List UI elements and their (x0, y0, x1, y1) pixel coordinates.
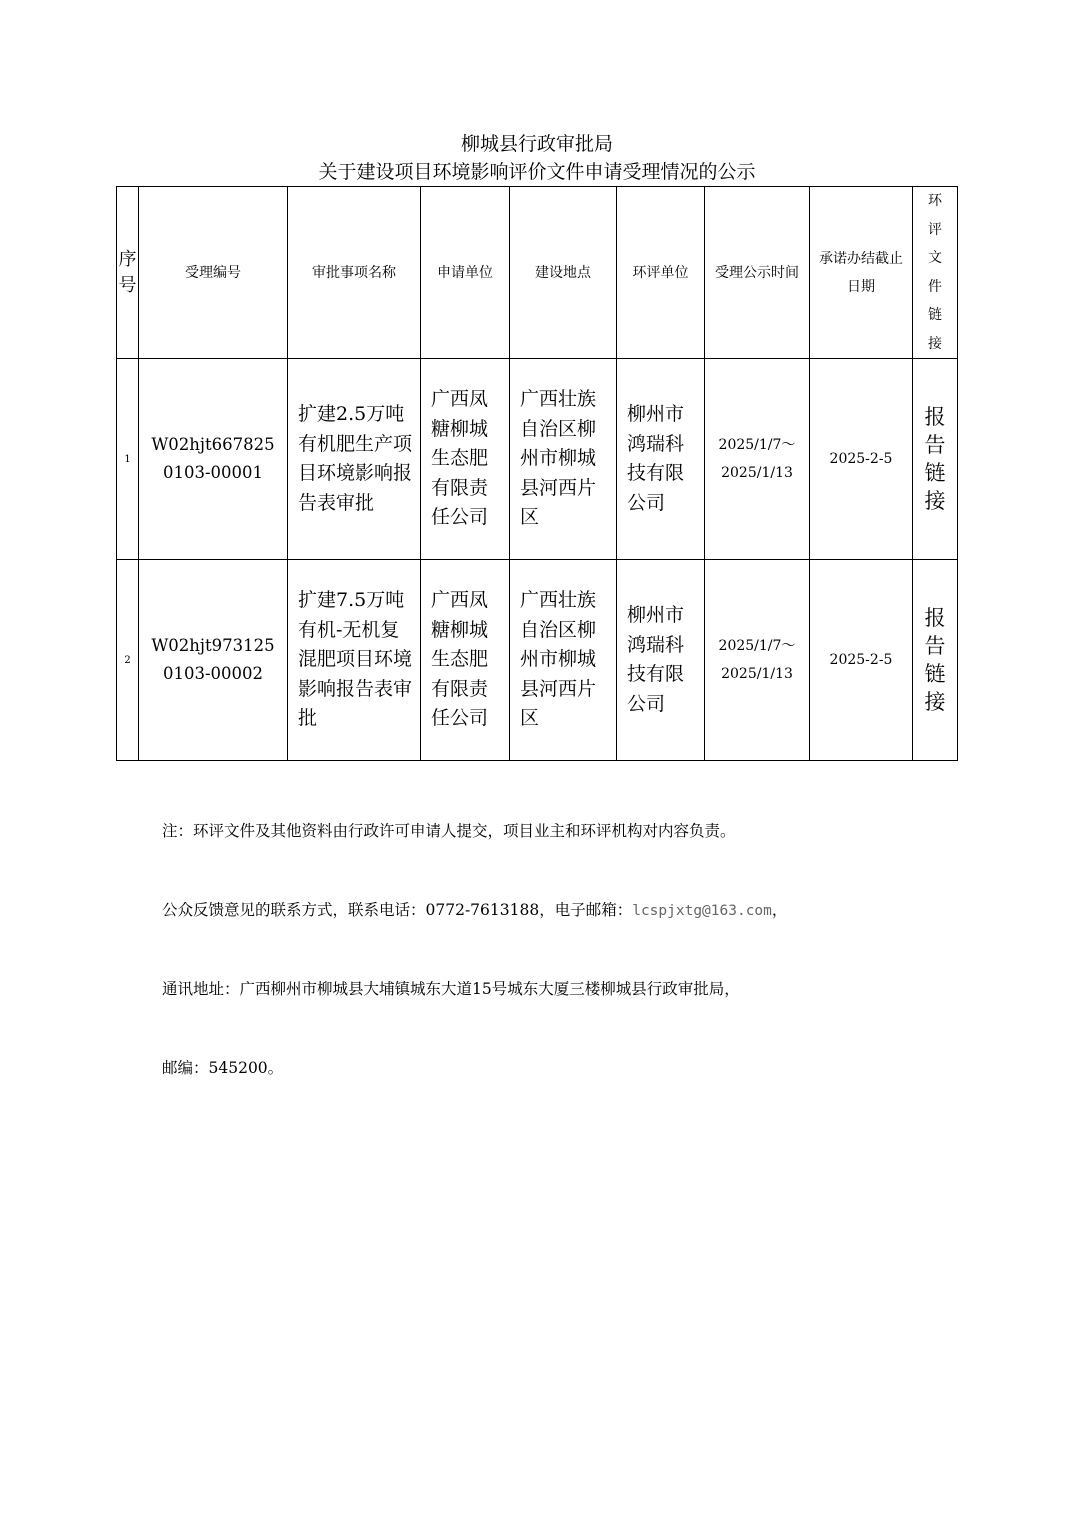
row-item-text: 扩建7.5万吨有机-无机复混肥项目环境影响报告表审批 (298, 589, 413, 730)
header-eia-unit: 环评单位 (617, 187, 705, 359)
table-row (117, 560, 958, 761)
header-deadline-label: 承诺办结截止日期 (819, 250, 903, 295)
note-postcode: 邮编：545200。 (162, 1059, 284, 1077)
row-deadline: 2025-2-5 (810, 359, 913, 560)
header-doc-link (913, 187, 958, 359)
header-location: 建设地点 (510, 187, 617, 359)
row-applicant (421, 560, 510, 761)
row-applicant-text: 广西凤糖柳城生态肥有限责任公司 (431, 589, 489, 730)
header-publicity-time (705, 187, 810, 359)
row-eia-unit-text: 柳州市鸿瑞科技有限公司 (627, 403, 685, 514)
note-contact (162, 899, 787, 922)
header-doc-link-label: 环评文件链接 (928, 193, 942, 352)
row-seq: 2 (117, 560, 139, 761)
row-publicity-time (705, 359, 810, 560)
contact-text: 公众反馈意见的联系方式，联系电话：0772-7613188，电子邮箱： (162, 901, 633, 919)
note-address: 通讯地址：广西柳州市柳城县大埔镇城东大道15号城东大厦三楼柳城县行政审批局， (162, 980, 740, 998)
row-location (510, 359, 617, 560)
row-publicity-time (705, 560, 810, 761)
header-code: 受理编号 (139, 187, 288, 359)
table-row (117, 359, 958, 560)
header-applicant: 申请单位 (421, 187, 510, 359)
page-subtitle: 关于建设项目环境影响评价文件申请受理情况的公示 (318, 161, 756, 183)
page-title: 柳城县行政审批局 (460, 133, 613, 155)
header-item: 审批事项名称 (288, 187, 421, 359)
table-header-row (117, 187, 958, 359)
row-publicity-time-text: 2025/1/7～2025/1/13 (718, 437, 796, 481)
report-link[interactable] (913, 560, 958, 761)
header-deadline (810, 187, 913, 359)
publicity-table (116, 186, 958, 761)
row-eia-unit (617, 359, 705, 560)
header-seq (117, 187, 139, 359)
row-item-text: 扩建2.5万吨有机肥生产项目环境影响报告表审批 (298, 403, 413, 514)
row-eia-unit (617, 560, 705, 761)
row-location-text: 广西壮族自治区柳州市柳城县河西片区 (520, 589, 597, 730)
report-link-text[interactable]: 报告链接 (924, 606, 946, 714)
row-seq: 1 (117, 359, 139, 560)
row-publicity-time-text: 2025/1/7～2025/1/13 (718, 638, 796, 682)
row-applicant-text: 广西凤糖柳城生态肥有限责任公司 (431, 388, 489, 529)
contact-suffix: ， (771, 901, 788, 919)
header-publicity-time-label: 受理公示时间 (715, 264, 799, 281)
row-item (288, 359, 421, 560)
note-responsibility: 注：环评文件及其他资料由行政许可申请人提交，项目业主和环评机构对内容负责。 (162, 822, 736, 840)
report-link[interactable] (913, 359, 958, 560)
row-deadline: 2025-2-5 (810, 560, 913, 761)
email-address: lcspjxtg@163.com (632, 903, 772, 919)
row-item (288, 560, 421, 761)
row-location-text: 广西壮族自治区柳州市柳城县河西片区 (520, 388, 597, 529)
row-code (139, 359, 288, 560)
row-code-text: W02hjt6678250103-00001 (151, 435, 275, 482)
header-seq-label: 序号 (118, 248, 137, 296)
row-code-text: W02hjt9731250103-00002 (151, 636, 275, 683)
row-eia-unit-text: 柳州市鸿瑞科技有限公司 (627, 604, 685, 715)
row-applicant (421, 359, 510, 560)
row-location (510, 560, 617, 761)
row-code (139, 560, 288, 761)
report-link-text[interactable]: 报告链接 (924, 405, 946, 513)
